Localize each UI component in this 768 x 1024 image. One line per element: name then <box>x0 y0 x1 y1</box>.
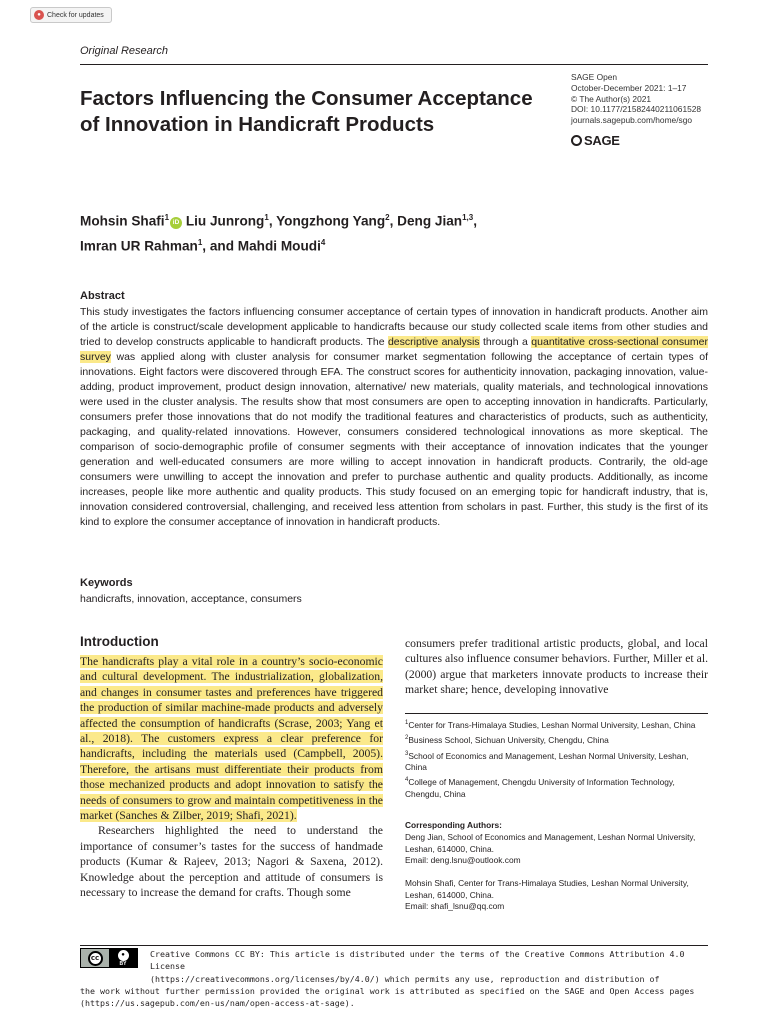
affiliation-mark: 4 <box>405 777 409 784</box>
corresponding-author-2 <box>405 878 708 913</box>
affiliation-item <box>405 749 708 774</box>
corresponding-author-1 <box>405 832 708 867</box>
update-badge-icon: ● <box>34 10 44 20</box>
journal-copyright: © The Author(s) 2021 <box>571 93 652 104</box>
author-name[interactable]: Mohsin Shafi <box>80 213 165 229</box>
abstract-text: was applied along with cluster analysis for consumer market segmentation following the acceptance of certain types of innovations. Eight factors were discovered through EFA. The construct scores for authenticity innovation, packaging innovation, value-adding, product improvement, product design innovation, alternative/ new materials, quality materials, and technological innovations were used in the cluster analysis. The results show that most consumers are open to accepting innovation in handicrafts. Particularly, consumers prefer those innovations that do not modify the traditional features and characteristics of products, such as authenticity, packaging, and quality-related innovations. However, consumers considered technological innovations as more skeptical. The comparison of socio-demographic profile of consumer segments with their acceptance of innovation indicates that the younger generation and well-educated consumers are more willing to accept innovation in handicraft products. Contrarily, the old-age consumers were unwilling to accept the innovation and prefer to purchase authentic and quality products. Additionally, as income increases, people like more authentic and quality products. This study focused on an emerging topic for handicraft industry, that is, innovation considered controversial, challenging, and received less attention from scholars in past. Further, this study is the first of its kind to explore the consumer acceptance of innovation in handicraft products. <box>80 351 708 528</box>
affiliation-mark: 3 <box>405 750 409 757</box>
article-title: Factors Influencing the Consumer Acceptance of Innovation in Handicraft Products <box>80 87 533 136</box>
affiliation-item <box>405 718 708 731</box>
check-for-updates-label: Check for updates <box>47 11 104 19</box>
header-divider <box>80 64 708 65</box>
highlighted-paragraph: The handicrafts play a vital role in a country’s socio-economic and cultural development. The industrialization, globalization, and changes in consumer tastes and preferences have triggered the production of similar machine-made products and adversely affected the consumption of handicrafts (Scrase, 2003; Yang et al., 2018). The customers express a clear preference for handicrafts, including the materials used (Campbell, 2005). Therefore, the artisans must differentiate their products from those mechanized products and adopt innovation to satisfy the needs of consumers to grow and maintain competitiveness in the market (Sanches & Zilber, 2019; Shafi, 2021). <box>80 655 383 823</box>
author-affiliation-mark: 1 <box>264 213 269 222</box>
abstract-highlight: quantitative cross-sectional consumer survey <box>80 336 708 363</box>
journal-doi[interactable]: DOI: 10.1177/21582440211061528 <box>571 104 702 115</box>
introduction-heading: Introduction <box>80 634 159 649</box>
abstract-text: This study investigates the factors influencing consumer acceptance of certain types of innovation in handicraft products. Another aim of the article is construct/scale development applicable to handicrafts because our study collected scale items from other studies and tried to develop constructs applicable to handicraft products. The <box>80 306 708 348</box>
affiliation-text: College of Management, Chengdu University of Information Technology, Chengdu, China <box>405 777 675 799</box>
abstract-highlight: descriptive analysis <box>387 336 480 348</box>
author-affiliation-mark: 4 <box>320 237 326 247</box>
affiliation-text: Center for Trans-Himalaya Studies, Leshan Normal University, Leshan, China <box>408 719 696 730</box>
sage-logo-icon <box>571 135 582 146</box>
affiliation-text: Business School, Sichuan University, Chengdu, China <box>408 735 609 746</box>
author-name[interactable]: Mahdi Moudi <box>237 238 321 254</box>
affiliations <box>405 718 708 802</box>
license-line: the work without further permission provided the original work is attributed as specified on the SAGE and Open Access pages <box>80 985 695 996</box>
license-line[interactable]: (https://creativecommons.org/licenses/by/4.0/) which permits any use, reproduction and distribution of <box>150 973 660 984</box>
journal-url[interactable]: journals.sagepub.com/home/sgo <box>571 115 693 126</box>
author-separator: , <box>268 213 277 229</box>
author-list <box>80 207 640 256</box>
author-affiliation-mark: 1 <box>197 237 203 247</box>
journal-info <box>571 72 701 126</box>
body-column-right: consumers prefer traditional artistic products, global, and local cultures also influence consumer behaviors. Further, Miller et al. (2000) argue that marketers innovate products to increase their market share; hence, developing innovative <box>405 637 708 697</box>
author-separator: , <box>473 213 478 229</box>
body-column-left <box>80 654 383 901</box>
check-for-updates-button[interactable] <box>30 7 112 23</box>
author-name[interactable]: Yongzhong Yang <box>276 213 386 229</box>
journal-issue: October-December 2021: 1–17 <box>571 82 687 93</box>
license-line[interactable]: (https://us.sagepub.com/en-us/nam/open-access-at-sage). <box>80 998 355 1009</box>
article-type: Original Research <box>80 45 169 57</box>
license-text <box>80 948 708 1009</box>
corresponding-email[interactable]: Email: shafi_lsnu@qq.com <box>405 901 505 911</box>
journal-name: SAGE Open <box>571 72 618 82</box>
affiliation-mark: 1 <box>405 720 409 726</box>
author-name[interactable]: Deng Jian <box>397 213 463 229</box>
author-name[interactable]: Imran UR Rahman <box>80 238 198 254</box>
affiliation-text: School of Economics and Management, Leshan Normal University, Leshan, China <box>405 750 689 772</box>
corresponding-address: Deng Jian, School of Economics and Management, Leshan Normal University, Leshan, 614000, China. <box>405 832 696 854</box>
license-line: Creative Commons CC BY: This article is distributed under the terms of the Creative Commons Attribution 4.0 License <box>150 949 685 972</box>
affiliation-item <box>405 775 708 800</box>
body-paragraph: Researchers highlighted the need to understand the importance of consumer’s tastes for the success of handmade products (Kumar & Rajeev, 2013; Nagori & Saxena, 2012). Knowledge about the perception and attitude of consumers is necessary to increase the demand for crafts. Though some <box>80 824 383 900</box>
affiliation-item <box>405 733 708 746</box>
license-divider <box>80 945 708 946</box>
abstract-body <box>80 305 708 530</box>
orcid-icon[interactable]: iD <box>170 217 182 229</box>
creative-commons-icon: cc <box>88 951 103 966</box>
sage-logo-text: SAGE <box>584 133 620 148</box>
abstract-text: through a <box>479 336 532 348</box>
author-name[interactable]: Liu Junrong <box>185 213 265 229</box>
author-affiliation-mark: 2 <box>385 213 390 222</box>
footnote-divider <box>405 713 708 714</box>
author-separator: , and <box>202 238 238 254</box>
by-label-icon: BY <box>119 960 127 967</box>
attribution-person-icon: ● <box>118 950 129 961</box>
affiliation-mark: 2 <box>405 735 409 742</box>
corresponding-heading: Corresponding Authors: <box>405 820 502 830</box>
corresponding-email[interactable]: Email: deng.lsnu@outlook.com <box>405 855 521 865</box>
keywords-heading: Keywords <box>80 577 133 589</box>
author-affiliation-mark: 1 <box>164 213 170 222</box>
author-affiliation-mark: 1,3 <box>462 213 474 222</box>
keywords-list: handicrafts, innovation, acceptance, consumers <box>80 593 302 605</box>
corresponding-address: Mohsin Shafi, Center for Trans-Himalaya Studies, Leshan Normal University, Leshan, 614000, China. <box>405 878 689 900</box>
author-separator: , <box>389 213 398 229</box>
abstract-heading: Abstract <box>80 290 125 302</box>
sage-logo <box>571 133 620 148</box>
